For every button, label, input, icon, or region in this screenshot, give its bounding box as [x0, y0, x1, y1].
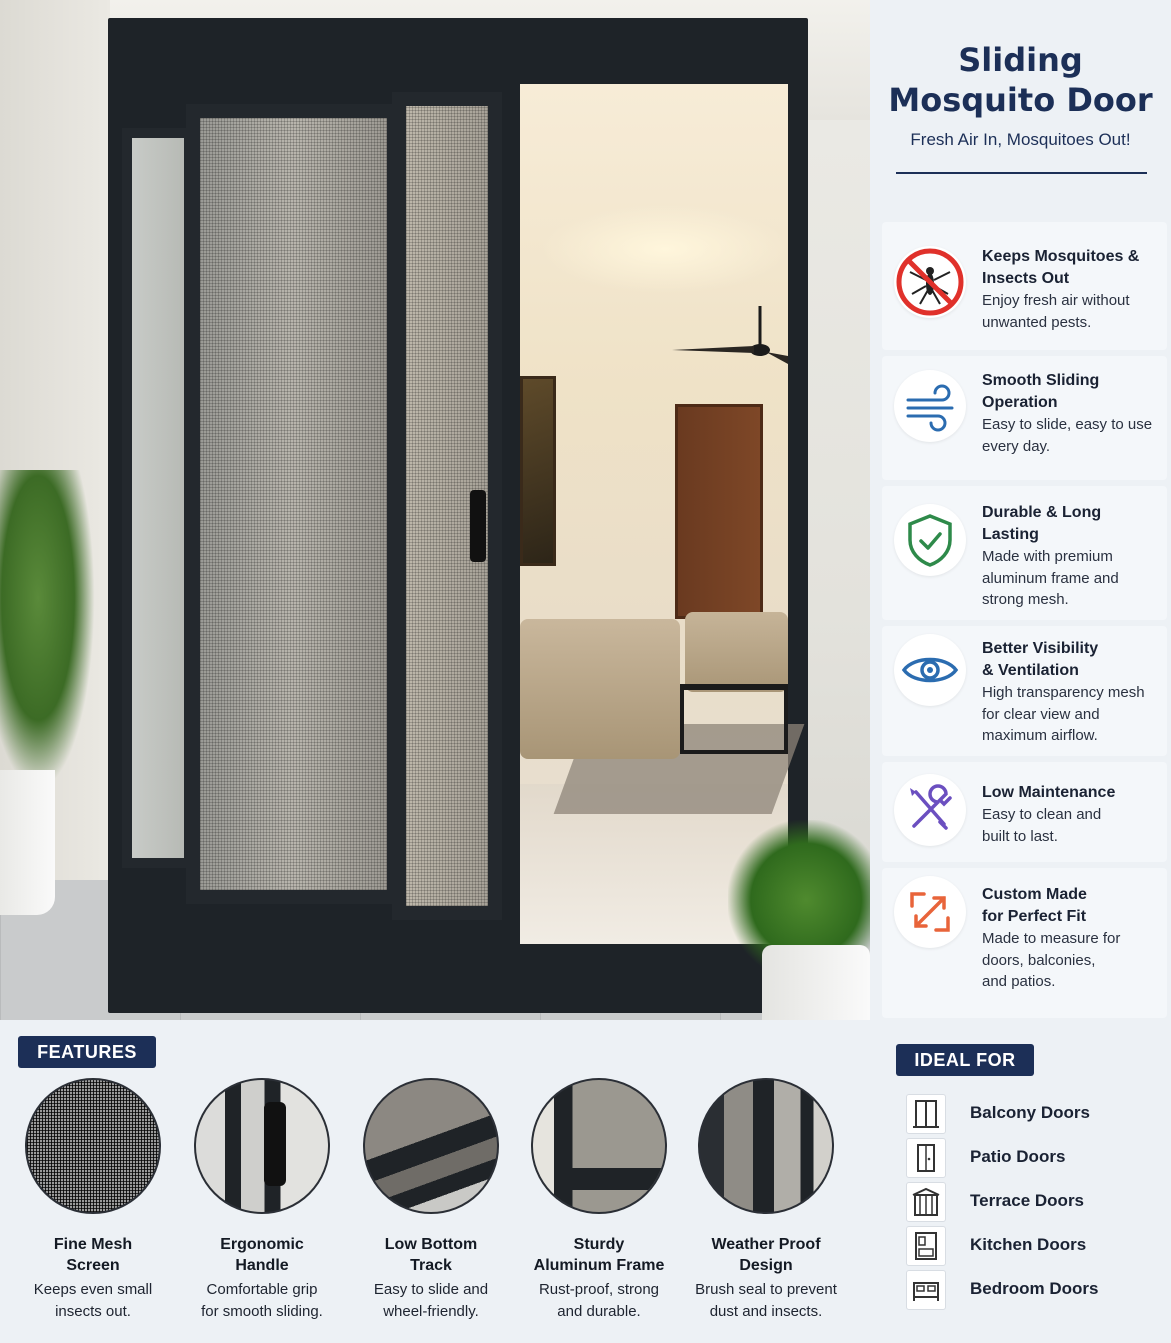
features-section: [0, 1020, 870, 1343]
benefit-desc-line: Easy to slide, easy to use: [982, 416, 1153, 433]
ideal-item-label: Patio Doors: [970, 1147, 1066, 1166]
benefit-desc-line: High transparency mesh: [982, 684, 1145, 701]
white-pot-small: [762, 945, 870, 1020]
potted-palm: [0, 470, 95, 790]
feature-ergonomic-handle: [178, 1078, 346, 1322]
kitchen-icon: [906, 1226, 946, 1266]
sofa: [520, 619, 680, 759]
ideal-item-balcony: [906, 1094, 1166, 1134]
feature-desc-line: wheel-friendly.: [383, 1302, 479, 1320]
benefit-title-line: Smooth Sliding: [982, 372, 1100, 389]
ceiling-fan-icon: [670, 306, 788, 366]
benefit-desc-line: Enjoy fresh air without: [982, 292, 1130, 309]
fixed-glass-panel: [122, 128, 194, 868]
feature-weather-proof: [682, 1078, 850, 1322]
benefit-desc-line: doors, balconies,: [982, 951, 1096, 969]
interior-door: [675, 404, 763, 619]
benefit-title-line: Lasting: [982, 526, 1039, 543]
benefit-title-line: Custom Made: [982, 886, 1087, 903]
feature-sturdy-frame: [515, 1078, 683, 1322]
benefit-title: [982, 502, 1162, 546]
feature-title-line: Ergonomic: [220, 1236, 304, 1253]
feature-fine-mesh: [9, 1078, 177, 1322]
feature-desc-line: insects out.: [55, 1302, 131, 1320]
title-line-2: Mosquito Door: [888, 81, 1153, 119]
feature-title-line: Low Bottom: [384, 1236, 478, 1253]
benefit-durable: [882, 486, 1167, 620]
mesh-closeup-image: [25, 1078, 161, 1214]
benefit-text: [982, 370, 1162, 457]
benefit-desc-line: unwanted pests.: [982, 313, 1092, 331]
benefit-desc: [982, 804, 1162, 847]
divider: [896, 172, 1147, 174]
feature-title-line: Aluminum Frame: [533, 1257, 665, 1274]
ideal-item-label: Bedroom Doors: [970, 1279, 1099, 1298]
feature-desc-line: and durable.: [557, 1302, 641, 1320]
sidebar-header: [870, 40, 1171, 150]
benefit-title-line: Insects Out: [982, 270, 1070, 287]
title-line-1: Sliding: [958, 41, 1083, 79]
feature-desc-line: Rust-proof, strong: [538, 1281, 660, 1298]
feature-title-line: Fine Mesh: [53, 1236, 133, 1253]
ideal-item-label: Balcony Doors: [970, 1103, 1090, 1122]
patio-door-icon: [906, 1138, 946, 1178]
feature-title-line: Handle: [235, 1257, 289, 1274]
benefit-title: [982, 884, 1162, 928]
benefit-desc: [982, 682, 1162, 747]
frame-corner-image: [531, 1078, 667, 1214]
no-mosquito-icon: [894, 246, 966, 318]
feature-desc-line: for smooth sliding.: [201, 1302, 323, 1320]
brush-seal-image: [698, 1078, 834, 1214]
resize-icon: [894, 876, 966, 948]
frame-rail: [555, 1168, 667, 1190]
feature-title: [178, 1234, 346, 1276]
terrace-icon: [906, 1182, 946, 1222]
feature-title-line: Design: [739, 1257, 793, 1274]
feature-title: [9, 1234, 177, 1276]
benefit-text: [982, 884, 1162, 993]
benefit-desc-line: for clear view and: [982, 705, 1100, 723]
door-handle: [470, 490, 486, 562]
benefit-desc-line: Made with premium: [982, 548, 1113, 565]
living-room-interior: [520, 84, 788, 944]
feature-title-line: Track: [410, 1257, 452, 1274]
benefit-desc: [982, 414, 1162, 457]
feature-desc-line: Easy to slide and: [373, 1281, 489, 1298]
handle-closeup-image: [194, 1078, 330, 1214]
benefit-title: [982, 246, 1162, 290]
balcony-door-icon: [906, 1094, 946, 1134]
shield-check-icon: [894, 504, 966, 576]
feature-title: [515, 1234, 683, 1276]
feature-title-line: Weather Proof: [711, 1236, 821, 1253]
benefit-text: [982, 502, 1162, 611]
benefit-keeps-insects-out: [882, 222, 1167, 350]
benefit-text: [982, 246, 1162, 333]
feature-desc-line: Brush seal to prevent: [695, 1281, 837, 1298]
airflow-icon: [894, 370, 966, 442]
benefit-text: [982, 782, 1162, 847]
benefit-text: [982, 638, 1162, 747]
benefit-desc: [982, 928, 1162, 993]
benefit-title-line: Operation: [982, 394, 1058, 411]
benefit-title-line: Low Maintenance: [982, 784, 1116, 801]
feature-desc: [515, 1279, 683, 1322]
ideal-for-section: [870, 1020, 1171, 1343]
features-badge: FEATURES: [18, 1036, 156, 1068]
benefit-title: [982, 638, 1162, 682]
bed-icon: [906, 1270, 946, 1310]
benefit-title-line: for Perfect Fit: [982, 908, 1087, 925]
white-pot: [0, 770, 55, 915]
ideal-item-label: Terrace Doors: [970, 1191, 1085, 1210]
feature-desc-line: Keeps even small: [33, 1281, 153, 1298]
benefit-smooth-sliding: [882, 356, 1167, 480]
feature-title-line: Screen: [66, 1257, 120, 1274]
benefit-desc: [982, 546, 1162, 611]
mesh-panel-left: [186, 104, 401, 904]
ideal-item-kitchen: [906, 1226, 1166, 1266]
benefit-custom-fit: [882, 868, 1167, 1018]
benefit-title-line: Durable & Long: [982, 504, 1102, 521]
feature-title: [347, 1234, 515, 1276]
benefit-desc-line: Made to measure for: [982, 930, 1121, 947]
track-closeup-image: [363, 1078, 499, 1214]
page-title: [870, 40, 1171, 120]
feature-desc-line: dust and insects.: [709, 1302, 823, 1320]
benefit-desc-line: aluminum frame and: [982, 569, 1119, 587]
benefit-low-maintenance: [882, 762, 1167, 862]
benefit-desc-line: strong mesh.: [982, 591, 1069, 608]
ideal-item-label: Kitchen Doors: [970, 1235, 1087, 1254]
benefit-desc: [982, 290, 1162, 333]
feature-desc: [9, 1279, 177, 1322]
benefit-title-line: & Ventilation: [982, 662, 1079, 679]
feature-desc: [347, 1279, 515, 1322]
tagline: Fresh Air In, Mosquitoes Out!: [910, 130, 1131, 149]
benefit-desc-line: maximum airflow.: [982, 727, 1098, 744]
feature-desc-line: Comfortable grip: [206, 1281, 318, 1298]
benefit-desc-line: and patios.: [982, 973, 1056, 990]
tools-icon: [894, 774, 966, 846]
benefit-desc-line: Easy to clean and: [982, 806, 1102, 823]
benefit-title: [982, 782, 1162, 804]
ideal-item-patio: [906, 1138, 1166, 1178]
benefit-title-line: Keeps Mosquitoes &: [982, 248, 1140, 265]
benefit-visibility: [882, 626, 1167, 756]
ideal-item-bedroom: [906, 1270, 1166, 1310]
feature-title-line: Sturdy: [573, 1236, 625, 1253]
feature-desc: [682, 1279, 850, 1322]
benefit-desc-line: built to last.: [982, 827, 1058, 845]
feature-title: [682, 1234, 850, 1276]
feature-desc: [178, 1279, 346, 1322]
coffee-table: [680, 684, 788, 754]
wall-painting: [520, 376, 556, 566]
feature-low-bottom-track: [347, 1078, 515, 1322]
benefit-title-line: Better Visibility: [982, 640, 1099, 657]
handle-shape: [264, 1102, 286, 1186]
ideal-for-badge: IDEAL FOR: [896, 1044, 1034, 1076]
eye-icon: [894, 634, 966, 706]
ideal-item-terrace: [906, 1182, 1166, 1222]
benefit-desc-line: every day.: [982, 437, 1051, 455]
ceiling-light: [540, 204, 790, 294]
benefit-title: [982, 370, 1162, 414]
sofa-back: [685, 612, 788, 692]
